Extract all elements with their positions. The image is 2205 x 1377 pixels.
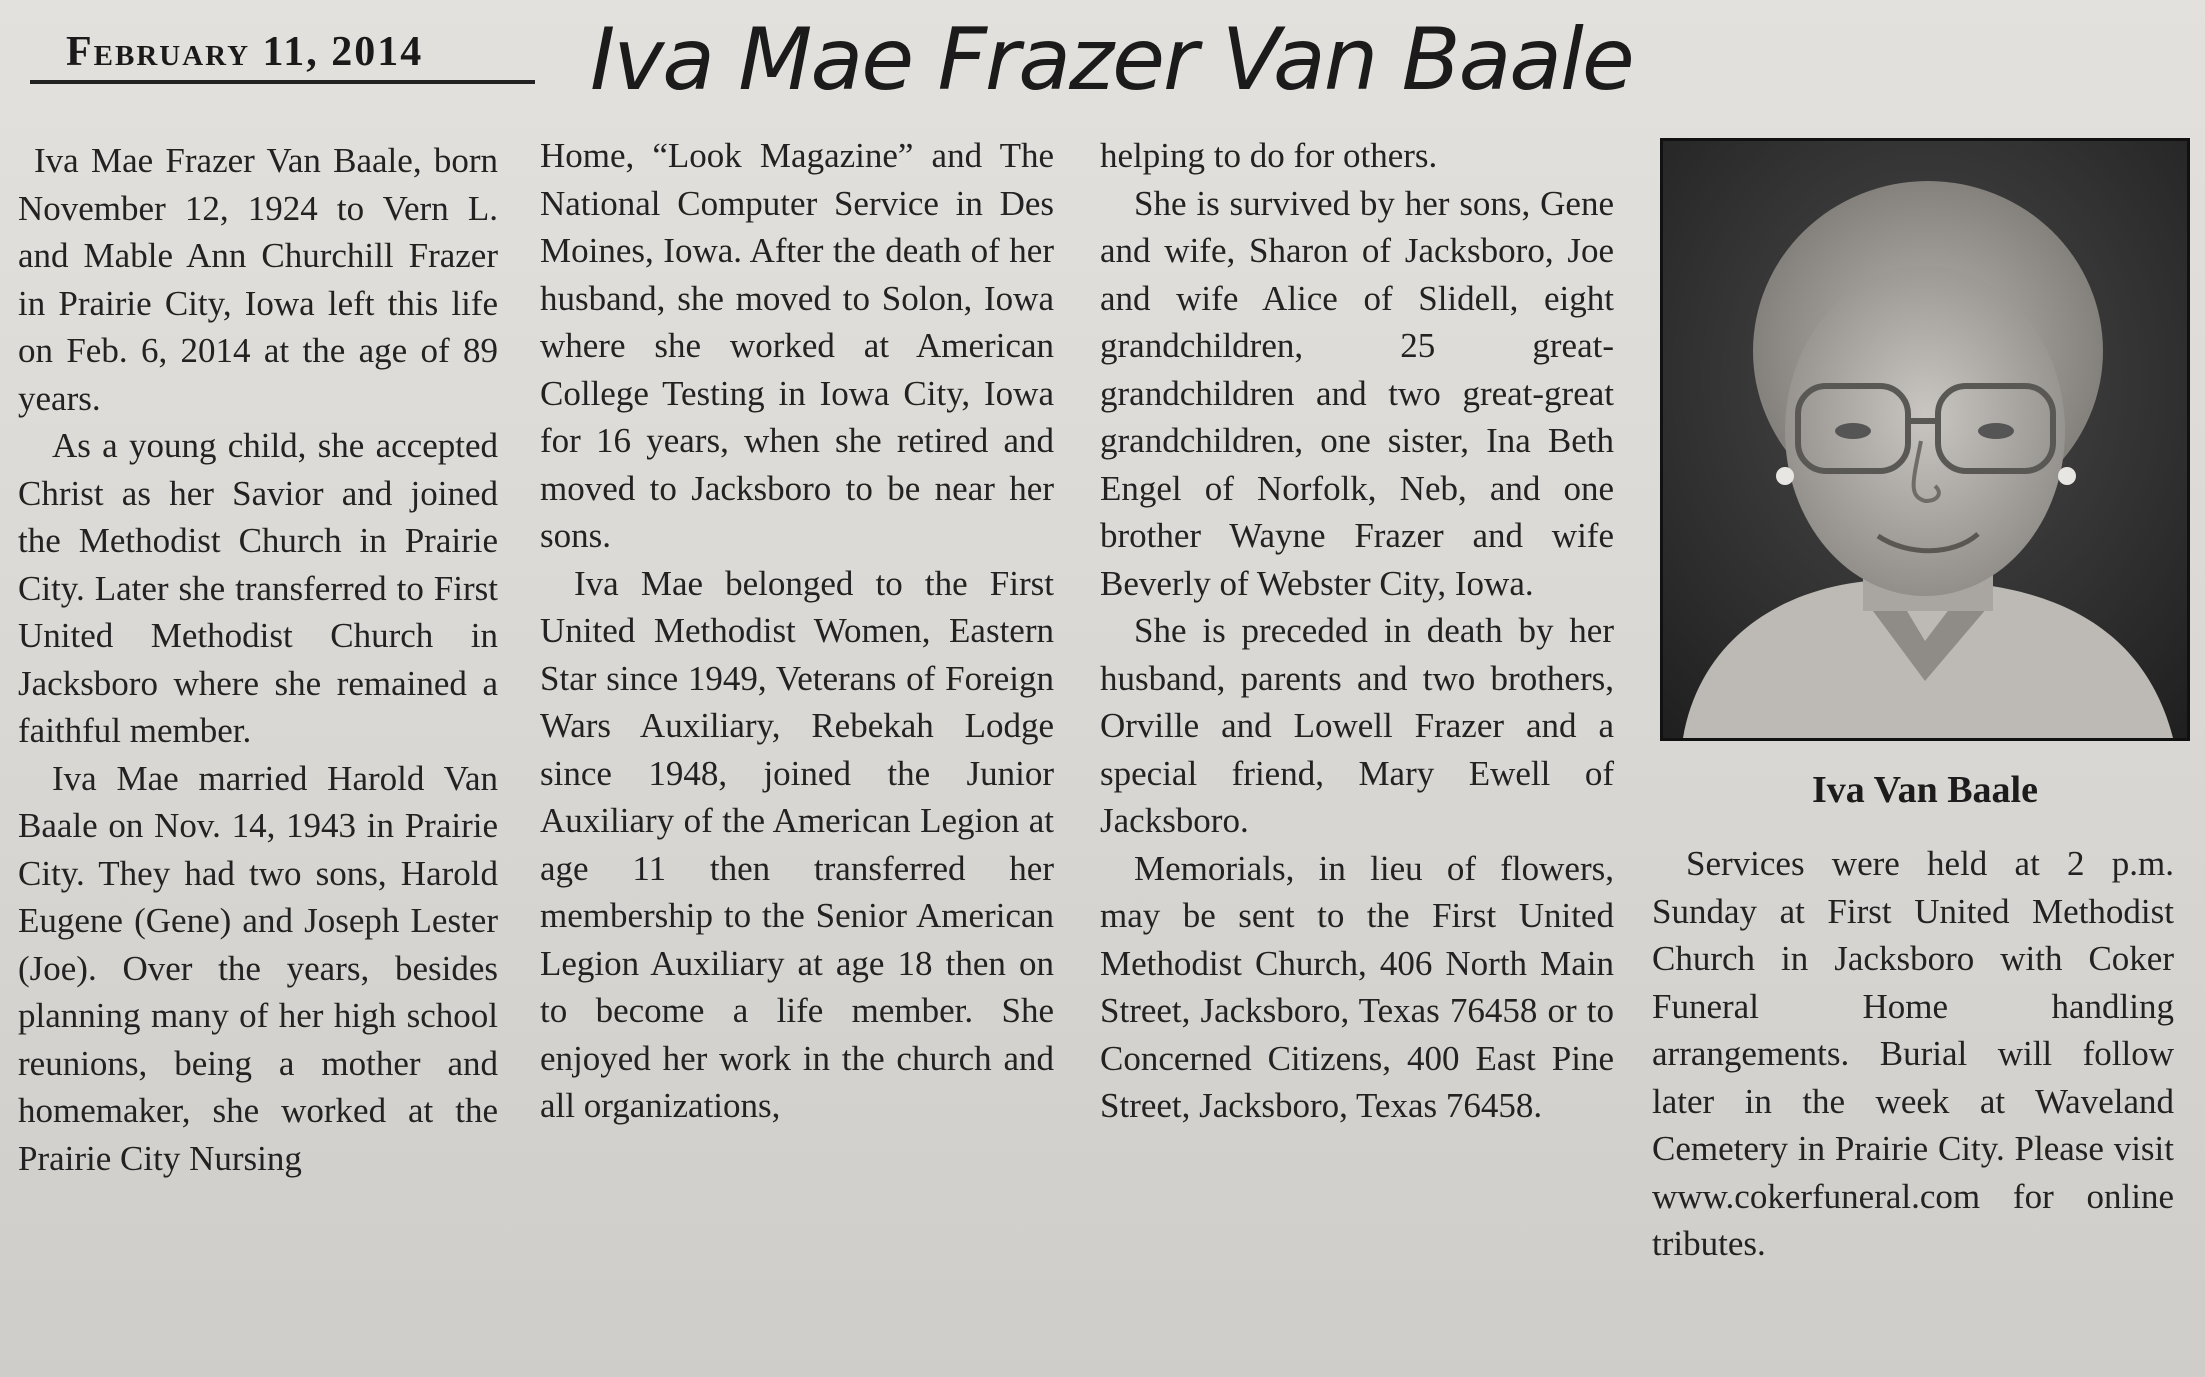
text-column-4 xyxy=(1652,840,2174,1268)
paragraph-career: Home, “Look Magazine” and The National Computer Service in Des Moines, Iowa. After the death of her husband, she moved to Solon, Iowa where she worked at American College Testing in Iowa City, Iowa for 16 years, when she retired and moved to Jacksboro to be near her sons. xyxy=(540,136,1054,555)
portrait-photo xyxy=(1660,138,2190,741)
obituary-headline: Iva Mae Frazer Van Baale xyxy=(590,10,1633,110)
text-column-2 xyxy=(540,132,1054,1130)
publication-date: February 11, 2014 xyxy=(66,29,424,75)
paragraph-birth: Iva Mae Frazer Van Baale, born November 12, 1924 to Vern L. and Mable Ann Churchill Frazer in Prairie City, Iowa left this life on Feb. 6, 2014 at the age of 89 years. xyxy=(18,141,498,418)
portrait-illustration xyxy=(1663,141,2187,738)
photo-caption: Iva Van Baale xyxy=(1812,769,2038,811)
paragraph-faith: As a young child, she accepted Christ as her Savior and joined the Methodist Church in Prairie City. Later she transferred to First United Methodist Church in Jacksboro where she remained a faithful member. xyxy=(18,426,498,750)
paragraph-memorials: Memorials, in lieu of flowers, may be sent to the First United Methodist Church, 406 North Main Street, Jacksboro, Texas 76458 or to Concerned Citizens, 400 East Pine Street, Jacksboro, Texas 76458. xyxy=(1100,848,1614,1125)
paragraph-services: Services were held at 2 p.m. Sunday at First United Methodist Church in Jacksboro with Coker Funeral Home handling arrangements. Burial will follow later in the week at Waveland Cemetery in Prairie City. Please visit www.cokerfuneral.com for online tributes. xyxy=(1652,844,2174,1263)
text-column-3 xyxy=(1100,132,1614,1130)
paragraph-continuation: helping to do for others. xyxy=(1100,136,1438,175)
date-banner xyxy=(30,28,535,90)
paragraph-preceded: She is preceded in death by her husband, parents and two brothers, Orville and Lowell Frazer and a special friend, Mary Ewell of Jacksboro. xyxy=(1100,611,1614,840)
paragraph-organizations: Iva Mae belonged to the First United Methodist Women, Eastern Star since 1949, Veterans of Foreign Wars Auxiliary, Rebekah Lodge since 1948, joined the Junior Auxiliary of the American Legion at age 11 then transferred her membership to the Senior American Legion Auxiliary at age 18 then on to become a life member. She enjoyed her work in the church and all organizations, xyxy=(540,563,1054,1125)
text-column-1 xyxy=(18,137,498,1182)
paragraph-marriage: Iva Mae married Harold Van Baale on Nov. 14, 1943 in Prairie City. They had two sons, Harold Eugene (Gene) and Joseph Lester (Joe). Over the years, besides planning many of her high school reunions, being a mother and homemaker, she worked at the Prairie City Nursing xyxy=(18,758,498,1178)
date-underline xyxy=(30,80,535,84)
paragraph-survivors: She is survived by her sons, Gene and wife, Sharon of Jacksboro, Joe and wife Alice of Slidell, eight grandchildren, 25 great-grandchildren and two great-great grandchildren, one sister, Ina Beth Engel of Norfolk, Neb, and one brother Wayne Frazer and wife Beverly of Webster City, Iowa. xyxy=(1100,183,1614,603)
